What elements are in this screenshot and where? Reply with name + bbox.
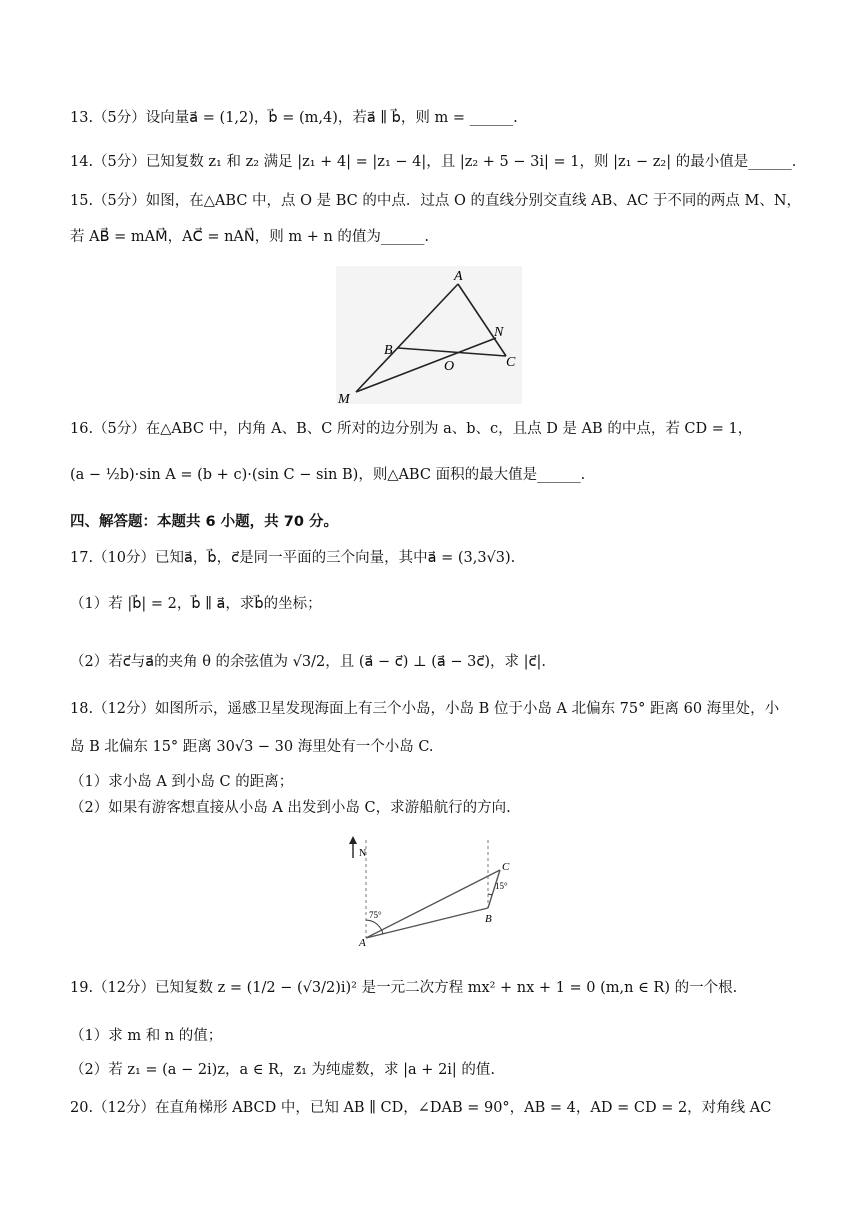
label-C: C — [506, 355, 516, 370]
q19-part2: （2）若 z₁ = (a − 2i)z，a ∈ R，z₁ 为纯虚数，求 |a + 2i| 的值. — [70, 1062, 496, 1078]
q20: 20.（12分）在直角梯形 ABCD 中，已知 AB ∥ CD，∠DAB = 90°，AB = 4，AD = CD = 2，对角线 AC — [70, 1100, 772, 1116]
q16-line2: (a − ½b)·sin A = (b + c)·(sin C − sin B)，则△ABC 面积的最大值是______. — [70, 467, 586, 483]
label-B: B — [384, 343, 393, 358]
label-75deg: 75° — [369, 910, 382, 920]
q17-part2: （2）若c⃗与a⃗的夹角 θ 的余弦值为 √3/2，且 (a⃗ − c⃗) ⊥ (a⃗ − 3c⃗)，求 |c⃗|. — [70, 654, 546, 670]
label-island-A: A — [359, 937, 366, 949]
segment-AC — [366, 870, 500, 938]
angle-arc-B — [488, 894, 492, 895]
north-arrowhead-icon — [349, 836, 357, 844]
section-heading: 四、解答题：本题共 6 小题，共 70 分。 — [70, 514, 338, 530]
q18-line2: 岛 B 北偏东 15° 距离 30√3 − 30 海里处有一个小岛 C. — [70, 739, 434, 755]
q13: 13.（5分）设向量a⃗ = (1,2)，b⃗ = (m,4)，若a⃗ ∥ b⃗，则 m = ______. — [70, 110, 518, 126]
label-island-B: B — [485, 913, 492, 925]
q17: 17.（10分）已知a⃗，b⃗，c⃗是同一平面的三个向量，其中a⃗ = (3,3√3). — [70, 550, 516, 566]
label-A: A — [454, 269, 463, 284]
label-M: M — [338, 392, 350, 407]
label-island-C: C — [502, 861, 510, 873]
label-N: N — [494, 325, 504, 340]
q16-line1: 16.（5分）在△ABC 中，内角 A、B、C 所对的边分别为 a、b、c，且点 D 是 AB 的中点，若 CD = 1， — [70, 421, 753, 437]
islands-figure — [335, 832, 525, 950]
q15-line2: 若 AB⃗ = mAM⃗，AC⃗ = nAN⃗，则 m + n 的值为______. — [70, 229, 430, 245]
q18-part1: （1）求小岛 A 到小岛 C 的距离； — [70, 774, 294, 790]
label-O: O — [444, 359, 455, 374]
q18-line1: 18.（12分）如图所示，遥感卫星发现海面上有三个小岛，小岛 B 位于小岛 A 北偏东 75° 距离 60 海里处，小 — [70, 701, 780, 717]
q18-part2: （2）如果有游客想直接从小岛 A 出发到小岛 C，求游船航行的方向. — [70, 800, 511, 816]
label-north: N — [359, 848, 367, 859]
q19: 19.（12分）已知复数 z = (1/2 − (√3/2)i)² 是一元二次方程 mx² + nx + 1 = 0 (m,n ∈ R) 的一个根. — [70, 980, 738, 996]
q14: 14.（5分）已知复数 z₁ 和 z₂ 满足 |z₁ + 4| = |z₁ − 4|，且 |z₂ + 5 − 3i| = 1，则 |z₁ − z₂| 的最小值是______. — [70, 154, 797, 170]
q17-part1: （1）若 |b⃗| = 2，b⃗ ∥ a⃗，求b⃗的坐标； — [70, 596, 322, 612]
triangle-figure — [330, 262, 530, 410]
segment-AB — [366, 908, 488, 938]
q15-line1: 15.（5分）如图，在△ABC 中，点 O 是 BC 的中点．过点 O 的直线分别交直线 AB、AC 于不同的两点 M、N， — [70, 193, 802, 209]
q19-part1: （1）求 m 和 n 的值； — [70, 1028, 223, 1044]
label-15deg: 15° — [495, 881, 508, 891]
angle-arc-A — [366, 920, 383, 934]
